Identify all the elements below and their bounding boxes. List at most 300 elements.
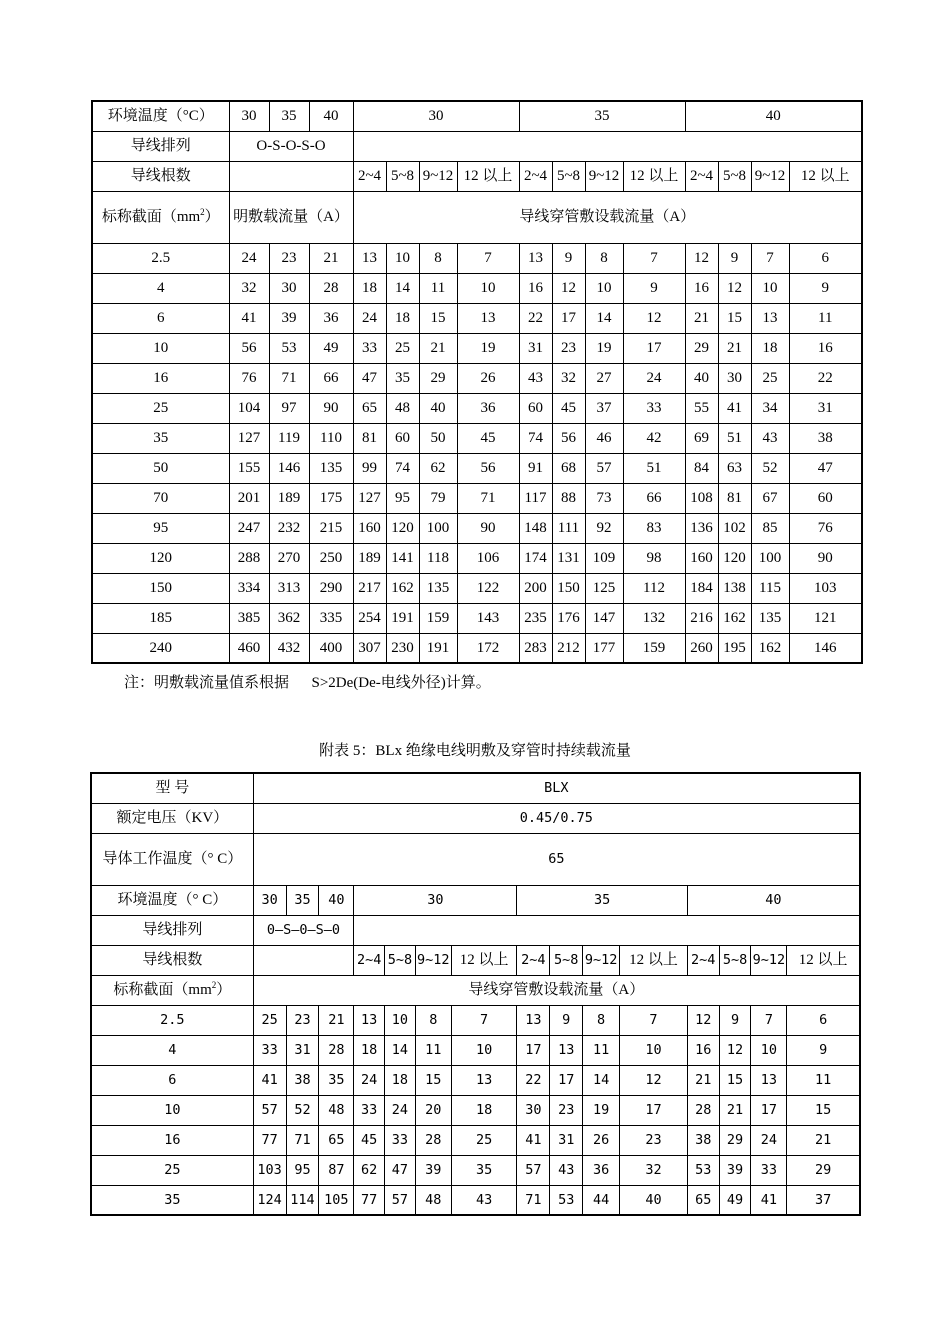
ampacity-cell: 7 xyxy=(623,243,685,273)
ampacity-cell: 52 xyxy=(286,1095,319,1125)
ampacity-cell: 10 xyxy=(585,273,623,303)
ampacity-cell: 31 xyxy=(286,1035,319,1065)
ampacity-cell: 162 xyxy=(386,573,419,603)
ampacity-cell: 143 xyxy=(457,603,519,633)
ampacity-cell: 79 xyxy=(419,483,457,513)
ampacity-cell: 71 xyxy=(517,1185,550,1215)
ampacity-cell: 127 xyxy=(229,423,269,453)
ampacity-cell: 290 xyxy=(309,573,353,603)
ampacity-cell: 52 xyxy=(751,453,789,483)
section-size-cell: 185 xyxy=(92,603,229,633)
ampacity-cell: 32 xyxy=(229,273,269,303)
wire-count-cell: 12 以上 xyxy=(620,945,688,975)
ampacity-cell: 184 xyxy=(685,573,718,603)
ampacity-cell: 10 xyxy=(457,273,519,303)
env-temp-row xyxy=(92,101,862,131)
temp-open-40: 40 xyxy=(309,101,353,131)
env-temp-row xyxy=(91,885,860,915)
ampacity-cell: 21 xyxy=(718,333,751,363)
section-header: 标称截面$(mm^2)$ xyxy=(92,191,229,243)
wire-count-cell: 9~12 xyxy=(415,945,451,975)
ampacity-cell: 45 xyxy=(552,393,585,423)
ampacity-cell: 35 xyxy=(319,1065,354,1095)
ampacity-cell: 65 xyxy=(319,1125,354,1155)
ampacity-cell: 27 xyxy=(585,363,623,393)
ampacity-cell: 26 xyxy=(583,1125,620,1155)
ampacity-cell: 103 xyxy=(789,573,862,603)
ampacity-cell: 122 xyxy=(457,573,519,603)
section-size-cell: 35 xyxy=(92,423,229,453)
ampacity-cell: 67 xyxy=(751,483,789,513)
ampacity-cell: 43 xyxy=(751,423,789,453)
ampacity-cell: 95 xyxy=(286,1155,319,1185)
ampacity-cell: 11 xyxy=(415,1035,451,1065)
ampacity-cell: 60 xyxy=(519,393,552,423)
ampacity-cell: 10 xyxy=(751,1035,787,1065)
ampacity-cell: 109 xyxy=(585,543,623,573)
ampacity-cell: 9 xyxy=(719,1005,751,1035)
ampacity-cell: 120 xyxy=(718,543,751,573)
ampacity-cell: 21 xyxy=(685,303,718,333)
ampacity-cell: 55 xyxy=(685,393,718,423)
ampacity-cell: 92 xyxy=(585,513,623,543)
ampacity-cell: 8 xyxy=(415,1005,451,1035)
ampacity-cell: 30 xyxy=(517,1095,550,1125)
ampacity-cell: 100 xyxy=(419,513,457,543)
ampacity-cell: 38 xyxy=(789,423,862,453)
wire-count-row xyxy=(91,945,860,975)
ampacity-cell: 51 xyxy=(623,453,685,483)
ampacity-cell: 108 xyxy=(685,483,718,513)
ampacity-cell: 71 xyxy=(286,1125,319,1155)
table-row xyxy=(92,303,862,333)
ampacity-cell: 150 xyxy=(552,573,585,603)
ampacity-cell: 14 xyxy=(385,1035,416,1065)
table-row xyxy=(91,1155,860,1185)
ampacity-cell: 21 xyxy=(687,1065,719,1095)
ampacity-cell: 29 xyxy=(419,363,457,393)
temp-conduit-30: 30 xyxy=(353,101,519,131)
ampacity-cell: 46 xyxy=(585,423,623,453)
table-row xyxy=(91,1035,860,1065)
ampacity-cell: 270 xyxy=(269,543,309,573)
ampacity-cell: 15 xyxy=(415,1065,451,1095)
wire-count-header: 导线根数 xyxy=(91,945,253,975)
ampacity-cell: 39 xyxy=(415,1155,451,1185)
wire-count-cell: 2~4 xyxy=(517,945,550,975)
section-header-row xyxy=(91,975,860,1005)
ampacity-cell: 12 xyxy=(552,273,585,303)
table-row xyxy=(92,243,862,273)
section-size-cell: 120 xyxy=(92,543,229,573)
ampacity-cell: 7 xyxy=(457,243,519,273)
ampacity-cell: 53 xyxy=(687,1155,719,1185)
ampacity-cell: 41 xyxy=(229,303,269,333)
table-row xyxy=(92,333,862,363)
wire-count-cell: 9~12 xyxy=(583,945,620,975)
ampacity-cell: 15 xyxy=(787,1095,860,1125)
ampacity-cell: 10 xyxy=(751,273,789,303)
ampacity-cell: 41 xyxy=(718,393,751,423)
ampacity-cell: 22 xyxy=(519,303,552,333)
ampacity-cell: 12 xyxy=(718,273,751,303)
ampacity-cell: 36 xyxy=(583,1155,620,1185)
arrangement-header: 导线排列 xyxy=(92,131,229,161)
ampacity-cell: 81 xyxy=(718,483,751,513)
ampacity-cell: 12 xyxy=(719,1035,751,1065)
ampacity-cell: 385 xyxy=(229,603,269,633)
ampacity-cell: 21 xyxy=(319,1005,354,1035)
wire-count-cell: 9~12 xyxy=(751,161,789,191)
ampacity-cell: 22 xyxy=(517,1065,550,1095)
model-value: BLX xyxy=(253,773,860,803)
ampacity-cell: 33 xyxy=(623,393,685,423)
ampacity-cell: 7 xyxy=(451,1005,517,1035)
ampacity-cell: 24 xyxy=(385,1095,416,1125)
ampacity-cell: 11 xyxy=(419,273,457,303)
ampacity-cell: 76 xyxy=(789,513,862,543)
ampacity-cell: 120 xyxy=(386,513,419,543)
ampacity-cell: 127 xyxy=(353,483,386,513)
ampacity-cell: 13 xyxy=(451,1065,517,1095)
ampacity-cell: 8 xyxy=(419,243,457,273)
ampacity-cell: 40 xyxy=(685,363,718,393)
ampacity-cell: 76 xyxy=(229,363,269,393)
table-note: 注：明敷载流量值系根据 S>2De(De-电线外径)计算。 xyxy=(124,675,491,691)
section-size-cell: 4 xyxy=(92,273,229,303)
ampacity-cell: 21 xyxy=(309,243,353,273)
ampacity-cell: 313 xyxy=(269,573,309,603)
ampacity-cell: 247 xyxy=(229,513,269,543)
ampacity-cell: 23 xyxy=(620,1125,688,1155)
env-temp-header: 环境温度（°C） xyxy=(92,101,229,131)
temp-conduit-35: 35 xyxy=(519,101,685,131)
table-row xyxy=(91,1125,860,1155)
section-size-cell: 6 xyxy=(91,1065,253,1095)
ampacity-cell: 56 xyxy=(457,453,519,483)
ampacity-cell: 48 xyxy=(319,1095,354,1125)
ampacity-cell: 230 xyxy=(386,633,419,663)
ampacity-cell: 85 xyxy=(751,513,789,543)
ampacity-cell: 49 xyxy=(719,1185,751,1215)
ampacity-cell: 39 xyxy=(269,303,309,333)
table-row xyxy=(92,273,862,303)
ampacity-cell: 38 xyxy=(687,1125,719,1155)
ampacity-cell: 21 xyxy=(719,1095,751,1125)
ampacity-cell: 16 xyxy=(789,333,862,363)
ampacity-cell: 131 xyxy=(552,543,585,573)
ampacity-cell: 23 xyxy=(552,333,585,363)
ampacity-cell: 9 xyxy=(789,273,862,303)
ampacity-cell: 90 xyxy=(457,513,519,543)
ampacity-cell: 74 xyxy=(386,453,419,483)
ampacity-cell: 159 xyxy=(419,603,457,633)
ampacity-cell: 15 xyxy=(718,303,751,333)
ampacity-cell: 41 xyxy=(253,1065,286,1095)
ampacity-cell: 17 xyxy=(552,303,585,333)
ampacity-cell: 28 xyxy=(415,1125,451,1155)
ampacity-cell: 29 xyxy=(685,333,718,363)
section-size-cell: 6 xyxy=(92,303,229,333)
ampacity-cell: 235 xyxy=(519,603,552,633)
ampacity-cell: 48 xyxy=(386,393,419,423)
ampacity-cell: 88 xyxy=(552,483,585,513)
ampacity-cell: 62 xyxy=(419,453,457,483)
ampacity-cell: 15 xyxy=(719,1065,751,1095)
temp-open-35: 35 xyxy=(269,101,309,131)
ampacity-cell: 87 xyxy=(319,1155,354,1185)
wire-count-cell: 5~8 xyxy=(718,161,751,191)
ampacity-cell: 13 xyxy=(517,1005,550,1035)
section-size-cell: 2.5 xyxy=(91,1005,253,1035)
ampacity-cell: 77 xyxy=(354,1185,385,1215)
section-size-cell: 70 xyxy=(92,483,229,513)
ampacity-cell: 37 xyxy=(787,1185,860,1215)
ampacity-cell: 136 xyxy=(685,513,718,543)
ampacity-cell: 47 xyxy=(789,453,862,483)
wire-count-cell: 9~12 xyxy=(585,161,623,191)
ampacity-cell: 400 xyxy=(309,633,353,663)
ampacity-cell: 69 xyxy=(685,423,718,453)
ampacity-cell: 14 xyxy=(583,1065,620,1095)
temp-conduit-30: 30 xyxy=(354,885,517,915)
ampacity-cell: 147 xyxy=(585,603,623,633)
ampacity-cell: 117 xyxy=(519,483,552,513)
ampacity-cell: 73 xyxy=(585,483,623,513)
wire-count-cell: 9~12 xyxy=(419,161,457,191)
ampacity-cell: 25 xyxy=(751,363,789,393)
ampacity-cell: 51 xyxy=(718,423,751,453)
wire-count-cell: 9~12 xyxy=(751,945,787,975)
ampacity-table-2 xyxy=(90,772,861,1216)
ampacity-cell: 53 xyxy=(550,1185,583,1215)
model-row xyxy=(91,773,860,803)
ampacity-cell: 13 xyxy=(457,303,519,333)
ampacity-cell: 12 xyxy=(620,1065,688,1095)
ampacity-cell: 212 xyxy=(552,633,585,663)
temp-conduit-35: 35 xyxy=(517,885,687,915)
ampacity-cell: 135 xyxy=(309,453,353,483)
ampacity-cell: 26 xyxy=(457,363,519,393)
ampacity-cell: 74 xyxy=(519,423,552,453)
ampacity-cell: 141 xyxy=(386,543,419,573)
ampacity-cell: 65 xyxy=(353,393,386,423)
ampacity-cell: 146 xyxy=(269,453,309,483)
ampacity-cell: 71 xyxy=(269,363,309,393)
ampacity-cell: 103 xyxy=(253,1155,286,1185)
ampacity-cell: 111 xyxy=(552,513,585,543)
ampacity-cell: 100 xyxy=(751,543,789,573)
ampacity-cell: 460 xyxy=(229,633,269,663)
ampacity-cell: 24 xyxy=(229,243,269,273)
ampacity-cell: 6 xyxy=(789,243,862,273)
ampacity-cell: 36 xyxy=(309,303,353,333)
ampacity-cell: 288 xyxy=(229,543,269,573)
ampacity-cell: 17 xyxy=(517,1035,550,1065)
ampacity-cell: 33 xyxy=(385,1125,416,1155)
ampacity-cell: 14 xyxy=(585,303,623,333)
ampacity-cell: 13 xyxy=(751,1065,787,1095)
ampacity-cell: 71 xyxy=(457,483,519,513)
section-size-cell: 4 xyxy=(91,1035,253,1065)
ampacity-cell: 63 xyxy=(718,453,751,483)
ampacity-cell: 148 xyxy=(519,513,552,543)
table-row xyxy=(92,453,862,483)
ampacity-cell: 172 xyxy=(457,633,519,663)
ampacity-cell: 146 xyxy=(789,633,862,663)
ampacity-cell: 21 xyxy=(787,1125,860,1155)
ampacity-cell: 6 xyxy=(787,1005,860,1035)
wire-count-cell: 12 以上 xyxy=(457,161,519,191)
ampacity-cell: 10 xyxy=(385,1005,416,1035)
arrangement-value: O-S-O-S-O xyxy=(229,131,353,161)
ampacity-cell: 176 xyxy=(552,603,585,633)
ampacity-cell: 28 xyxy=(309,273,353,303)
ampacity-cell: 191 xyxy=(419,633,457,663)
table-row xyxy=(92,633,862,663)
ampacity-cell: 66 xyxy=(623,483,685,513)
ampacity-cell: 132 xyxy=(623,603,685,633)
ampacity-cell: 22 xyxy=(789,363,862,393)
ampacity-cell: 124 xyxy=(253,1185,286,1215)
wire-count-cell: 2~4 xyxy=(353,161,386,191)
temp-open-30: 30 xyxy=(229,101,269,131)
ampacity-cell: 18 xyxy=(385,1065,416,1095)
ampacity-cell: 9 xyxy=(718,243,751,273)
ampacity-cell: 215 xyxy=(309,513,353,543)
ampacity-cell: 23 xyxy=(286,1005,319,1035)
ampacity-cell: 17 xyxy=(620,1095,688,1125)
ampacity-cell: 12 xyxy=(687,1005,719,1035)
table-row xyxy=(92,423,862,453)
temp-open-30: 30 xyxy=(253,885,286,915)
wire-count-header: 导线根数 xyxy=(92,161,229,191)
wire-count-cell: 5~8 xyxy=(552,161,585,191)
ampacity-cell: 191 xyxy=(386,603,419,633)
wire-count-cell: 2~4 xyxy=(687,945,719,975)
ampacity-cell: 115 xyxy=(751,573,789,603)
ampacity-cell: 16 xyxy=(519,273,552,303)
work-temp-row xyxy=(91,833,860,885)
ampacity-cell: 29 xyxy=(719,1125,751,1155)
wire-count-cell: 2~4 xyxy=(685,161,718,191)
ampacity-cell: 57 xyxy=(517,1155,550,1185)
ampacity-cell: 91 xyxy=(519,453,552,483)
ampacity-cell: 49 xyxy=(309,333,353,363)
ampacity-cell: 432 xyxy=(269,633,309,663)
ampacity-cell: 41 xyxy=(517,1125,550,1155)
table-row xyxy=(92,573,862,603)
ampacity-cell: 7 xyxy=(751,1005,787,1035)
ampacity-cell: 21 xyxy=(419,333,457,363)
conduit-ampacity-header: 导线穿管敷设载流量（A） xyxy=(253,975,860,1005)
wire-count-row xyxy=(92,161,862,191)
ampacity-cell: 177 xyxy=(585,633,623,663)
temp-open-40: 40 xyxy=(319,885,354,915)
arrangement-empty xyxy=(354,915,860,945)
ampacity-cell: 254 xyxy=(353,603,386,633)
ampacity-cell: 60 xyxy=(789,483,862,513)
ampacity-cell: 25 xyxy=(386,333,419,363)
ampacity-cell: 40 xyxy=(620,1185,688,1215)
section-size-cell: 25 xyxy=(91,1155,253,1185)
ampacity-cell: 65 xyxy=(687,1185,719,1215)
ampacity-cell: 15 xyxy=(419,303,457,333)
ampacity-cell: 335 xyxy=(309,603,353,633)
wire-count-cell: 5~8 xyxy=(386,161,419,191)
ampacity-cell: 13 xyxy=(354,1005,385,1035)
wire-count-empty xyxy=(253,945,354,975)
ampacity-cell: 39 xyxy=(719,1155,751,1185)
arrangement-header: 导线排列 xyxy=(91,915,253,945)
ampacity-cell: 200 xyxy=(519,573,552,603)
ampacity-cell: 95 xyxy=(386,483,419,513)
ampacity-cell: 121 xyxy=(789,603,862,633)
ampacity-cell: 60 xyxy=(386,423,419,453)
temp-conduit-40: 40 xyxy=(687,885,860,915)
ampacity-cell: 201 xyxy=(229,483,269,513)
section-size-cell: 16 xyxy=(91,1125,253,1155)
table-caption: 附表 5：BLx 绝缘电线明敷及穿管时持续载流量 xyxy=(319,743,631,759)
ampacity-cell: 138 xyxy=(718,573,751,603)
arrangement-row xyxy=(91,915,860,945)
ampacity-cell: 24 xyxy=(354,1065,385,1095)
ampacity-cell: 135 xyxy=(419,573,457,603)
ampacity-cell: 135 xyxy=(751,603,789,633)
ampacity-cell: 83 xyxy=(623,513,685,543)
arrangement-value: 0—S—0—S—0 xyxy=(253,915,354,945)
ampacity-cell: 43 xyxy=(451,1185,517,1215)
wire-count-cell: 2~4 xyxy=(354,945,385,975)
open-ampacity-header: 明敷载流量（A） xyxy=(229,191,353,243)
ampacity-cell: 162 xyxy=(751,633,789,663)
ampacity-cell: 160 xyxy=(685,543,718,573)
table-row xyxy=(91,1005,860,1035)
ampacity-cell: 18 xyxy=(353,273,386,303)
voltage-row xyxy=(91,803,860,833)
ampacity-cell: 11 xyxy=(787,1065,860,1095)
wire-count-cell: 12 以上 xyxy=(623,161,685,191)
ampacity-cell: 8 xyxy=(585,243,623,273)
ampacity-cell: 125 xyxy=(585,573,623,603)
ampacity-cell: 189 xyxy=(353,543,386,573)
ampacity-cell: 114 xyxy=(286,1185,319,1215)
ampacity-cell: 56 xyxy=(229,333,269,363)
ampacity-cell: 334 xyxy=(229,573,269,603)
ampacity-cell: 23 xyxy=(269,243,309,273)
ampacity-cell: 18 xyxy=(451,1095,517,1125)
ampacity-cell: 102 xyxy=(718,513,751,543)
ampacity-cell: 24 xyxy=(353,303,386,333)
ampacity-cell: 16 xyxy=(687,1035,719,1065)
ampacity-cell: 7 xyxy=(751,243,789,273)
ampacity-cell: 57 xyxy=(253,1095,286,1125)
ampacity-cell: 250 xyxy=(309,543,353,573)
ampacity-cell: 119 xyxy=(269,423,309,453)
ampacity-cell: 43 xyxy=(519,363,552,393)
ampacity-cell: 23 xyxy=(550,1095,583,1125)
ampacity-cell: 33 xyxy=(353,333,386,363)
ampacity-cell: 18 xyxy=(751,333,789,363)
section-size-cell: 2.5 xyxy=(92,243,229,273)
ampacity-cell: 104 xyxy=(229,393,269,423)
ampacity-cell: 10 xyxy=(451,1035,517,1065)
ampacity-cell: 17 xyxy=(550,1065,583,1095)
ampacity-cell: 66 xyxy=(309,363,353,393)
table-row xyxy=(91,1095,860,1125)
env-temp-header: 环境温度（° C） xyxy=(91,885,253,915)
ampacity-cell: 30 xyxy=(269,273,309,303)
